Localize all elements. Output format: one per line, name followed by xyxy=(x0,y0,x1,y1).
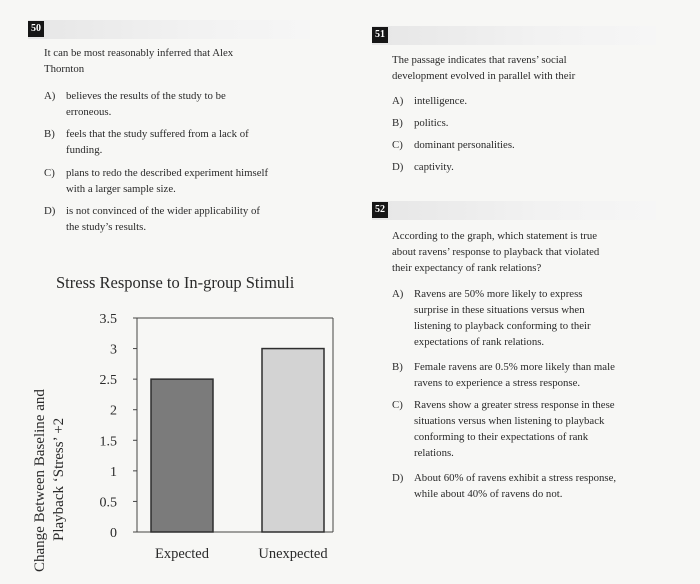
option-text: dominant personalities. xyxy=(414,139,515,151)
question-50-option-c[interactable] xyxy=(44,165,314,197)
option-text-line-3: conforming to their expectations of rank xyxy=(414,431,589,443)
option-text-line-2: ravens to experience a stress response. xyxy=(414,377,581,389)
question-51-option-a[interactable] xyxy=(392,93,632,109)
option-text-line-4: expectations of rank relations. xyxy=(414,336,545,348)
question-52-stem-line-3: their expectancy of rank relations? xyxy=(392,262,542,274)
question-52-option-a[interactable] xyxy=(392,286,672,350)
chart-y-axis-label-line-2: Playback ‘Stress’ +2 xyxy=(51,417,67,541)
option-text-line-1: Female ravens are 0.5% more likely than male xyxy=(414,361,615,373)
option-letter: B) xyxy=(392,361,403,373)
option-text-line-2: the study’s results. xyxy=(66,221,147,233)
option-text-line-1: Ravens show a greater stress response in these xyxy=(414,399,615,411)
chart-title: Stress Response to In-group Stimuli xyxy=(56,273,295,292)
option-letter: A) xyxy=(392,95,404,107)
question-50-option-a[interactable] xyxy=(44,88,314,120)
question-51-option-c[interactable] xyxy=(392,137,632,153)
option-text-line-1: believes the results of the study to be xyxy=(66,90,226,102)
option-letter: A) xyxy=(392,288,404,300)
question-50-option-d[interactable] xyxy=(44,203,314,235)
y-tick-label: 1.5 xyxy=(99,434,117,450)
option-letter: C) xyxy=(44,167,55,179)
option-text-line-1: About 60% of ravens exhibit a stress response, xyxy=(414,472,617,484)
question-51-option-d[interactable] xyxy=(392,159,632,175)
question-50-stem-line-1: It can be most reasonably inferred that Alex xyxy=(44,47,234,59)
option-text-line-2: situations versus when listening to playback xyxy=(414,415,605,427)
bar-unexpected xyxy=(262,349,324,532)
question-50-option-b[interactable] xyxy=(44,126,314,158)
question-50-stem-line-2: Thornton xyxy=(44,63,85,75)
y-tick-label: 0 xyxy=(110,526,117,541)
option-text: intelligence. xyxy=(414,95,468,107)
option-text-line-1: is not convinced of the wider applicability of xyxy=(66,205,260,217)
question-51-stem-line-1: The passage indicates that ravens’ social xyxy=(392,54,567,66)
question-52-option-d[interactable] xyxy=(392,470,672,502)
option-letter: C) xyxy=(392,139,403,151)
bar-expected xyxy=(151,379,213,532)
option-text: politics. xyxy=(414,117,449,129)
x-category-label: Unexpected xyxy=(258,546,328,562)
option-letter: A) xyxy=(44,90,56,102)
option-letter: D) xyxy=(392,161,404,173)
option-letter: D) xyxy=(392,472,404,484)
question-52-stem-line-1: According to the graph, which statement is true xyxy=(392,230,598,242)
option-text-line-1: Ravens are 50% more likely to express xyxy=(414,288,583,300)
question-51-stem-line-2: development evolved in parallel with their xyxy=(392,70,576,82)
option-text-line-3: listening to playback conforming to their xyxy=(414,320,591,332)
option-text-line-1: feels that the study suffered from a lack of xyxy=(66,128,249,140)
question-52-option-c[interactable] xyxy=(392,397,672,461)
option-letter: B) xyxy=(392,117,403,129)
option-text-line-2: surprise in these situations versus when xyxy=(414,304,585,316)
question-52-number: 52 xyxy=(372,202,388,218)
chart-y-axis-label-line-1: Change Between Baseline and xyxy=(32,389,48,572)
y-tick-label: 1 xyxy=(110,464,117,480)
question-51-header-bar xyxy=(372,26,656,45)
question-51-number: 51 xyxy=(372,27,388,43)
y-tick-label: 2.5 xyxy=(99,373,117,389)
y-tick-label: 0.5 xyxy=(99,495,117,511)
question-50-header-bar xyxy=(28,20,310,39)
option-letter: D) xyxy=(44,205,56,217)
question-51-option-b[interactable] xyxy=(392,115,632,131)
question-52-stem-line-2: about ravens’ response to playback that violated xyxy=(392,246,600,258)
option-letter: C) xyxy=(392,399,403,411)
option-text-line-4: relations. xyxy=(414,447,454,459)
option-text-line-1: plans to redo the described experiment himself xyxy=(66,167,269,179)
question-52-option-b[interactable] xyxy=(392,359,672,391)
question-50-number: 50 xyxy=(28,21,44,37)
option-text-line-2: erroneous. xyxy=(66,106,112,118)
option-text: captivity. xyxy=(414,161,454,173)
option-letter: B) xyxy=(44,128,55,140)
y-tick-label: 3 xyxy=(110,342,117,358)
option-text-line-2: with a larger sample size. xyxy=(66,183,176,195)
option-text-line-2: while about 40% of ravens do not. xyxy=(414,488,563,500)
y-tick-label: 2 xyxy=(110,403,117,419)
question-52-header-bar xyxy=(372,201,656,220)
option-text-line-2: funding. xyxy=(66,144,103,156)
y-tick-label: 3.5 xyxy=(99,312,117,327)
x-category-label: Expected xyxy=(155,546,209,562)
